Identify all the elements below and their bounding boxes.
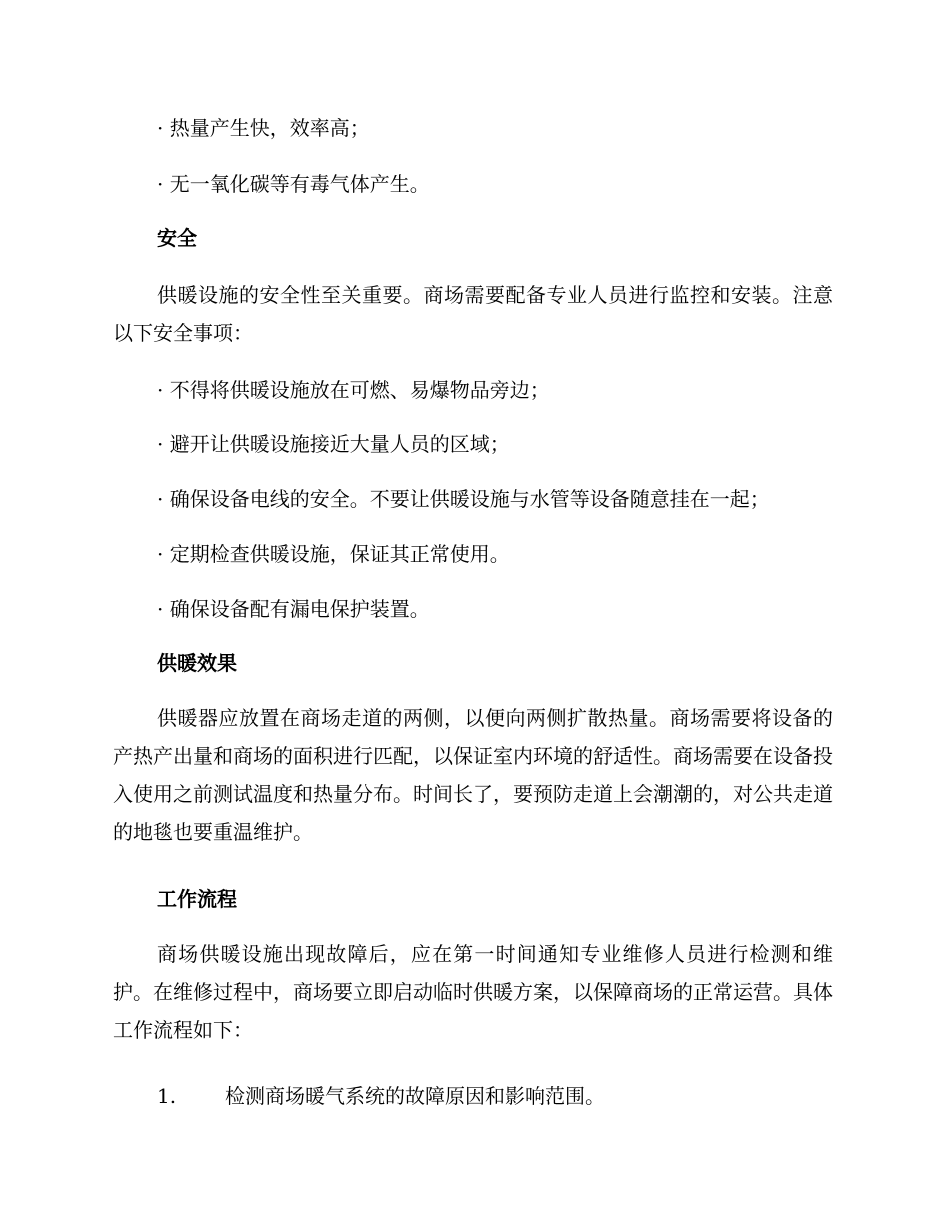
bullet-item: · 热量产生快，效率高； <box>157 116 370 140</box>
step-text: 检测商场暖气系统的故障原因和影响范围。 <box>225 1084 605 1108</box>
bullet-item: · 避开让供暖设施接近大量人员的区域； <box>157 432 510 456</box>
section-heading-workflow: 工作流程 <box>157 887 237 911</box>
safety-paragraph: 供暖设施的安全性至关重要。商场需要配备专业人员进行监控和安装。注意以下安全事项： <box>113 283 833 345</box>
bullet-item: · 无一氧化碳等有毒气体产生。 <box>157 172 430 196</box>
section-heading-effect: 供暖效果 <box>157 651 237 675</box>
bullet-item: · 确保设备电线的安全。不要让供暖设施与水管等设备随意挂在一起； <box>157 487 770 511</box>
bullet-item: · 确保设备配有漏电保护装置。 <box>157 597 430 621</box>
bullet-item: · 定期检查供暖设施，保证其正常使用。 <box>157 542 510 566</box>
section-heading-safety: 安全 <box>157 226 197 250</box>
step-number: 1. <box>157 1084 177 1108</box>
bullet-item: · 不得将供暖设施放在可燃、易爆物品旁边； <box>157 378 550 402</box>
workflow-paragraph: 商场供暖设施出现故障后，应在第一时间通知专业维修人员进行检测和维护。在维修过程中，商场要立即启动临时供暖方案，以保障商场的正常运营。具体工作流程如下： <box>113 942 833 1042</box>
effect-paragraph: 供暖器应放置在商场走道的两侧，以便向两侧扩散热量。商场需要将设备的产热产出量和商场的面积进行匹配，以保证室内环境的舒适性。商场需要在设备投入使用之前测试温度和热量分布。时间长了，要预防走道上会潮潮的，对公共走道的地毯也要重温维护。 <box>113 706 833 844</box>
